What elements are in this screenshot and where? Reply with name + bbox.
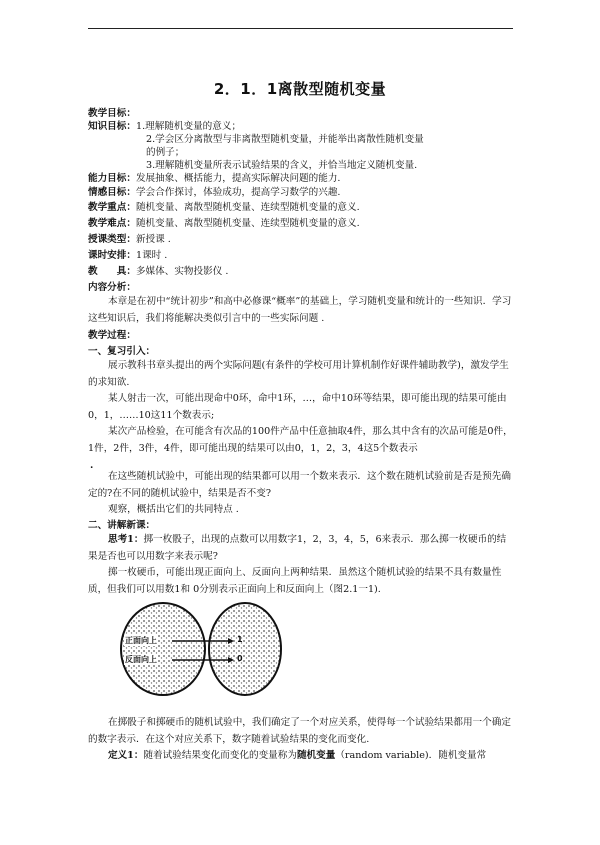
outcome-set-ellipse xyxy=(121,603,205,695)
knowledge-item-3: 3.理解随机变量所表示试验结果的含义，并恰当地定义随机变量. xyxy=(146,160,418,171)
page-title: 2．1．1离散型随机变量 xyxy=(213,80,387,98)
mapping-diagram xyxy=(118,600,288,698)
tools-label: 教 具： xyxy=(88,266,136,277)
type-label: 授课类型： xyxy=(88,234,136,245)
review-paragraph-4: 在这些随机试验中，可能出现的结果都可以用一个数来表示．这个数在随机试验前是否是预先确定的?在不同的随机试验中，结果是否不变? xyxy=(88,471,511,499)
emotion-text: 学会合作探讨，体验成功，提高学习数学的兴趣. xyxy=(135,187,341,198)
number-set-ellipse xyxy=(209,603,281,695)
key-text: 随机变量、离散型随机变量、连续型随机变量的意义. xyxy=(135,202,360,213)
label-number-0: 0 xyxy=(237,654,243,663)
review-paragraph-1: 展示教科书章头提出的两个实际问题(有条件的学校可用计算机制作好课件辅助教学)，激发学生的求知欲. xyxy=(88,360,509,388)
knowledge-item-2b: 的例子； xyxy=(146,147,185,158)
teaching-tools xyxy=(88,266,513,278)
new-lesson-heading: 二、讲解新课： xyxy=(88,520,156,531)
emotion-goal xyxy=(88,187,513,199)
figure-coin-mapping xyxy=(118,600,288,698)
knowledge-goal xyxy=(88,121,513,133)
type-text: 新授课 . xyxy=(135,234,171,245)
think-paragraph xyxy=(88,532,513,565)
hours-label: 课时安排： xyxy=(88,250,136,261)
review-paragraph-3: 某次产品检验，在可能含有次品的100件产品中任意抽取4件，那么其中含有的次品可能是0件，1件，2件，3件，4件，即可能出现的结果可以由0，1，2，3，4这5个数表示 xyxy=(88,426,513,454)
goals-heading: 教学目标： xyxy=(88,108,136,119)
definition-term: 随机变量 xyxy=(296,750,336,761)
knowledge-item-2: 2.学会区分离散型与非离散型随机变量，并能举出离散性随机变量 xyxy=(146,134,424,145)
content-analysis-heading: 内容分析： xyxy=(88,282,136,293)
knowledge-item-1: 1.理解随机变量的意义； xyxy=(135,121,242,132)
key-label: 教学重点： xyxy=(88,202,136,213)
hours-text: 1课时 . xyxy=(135,250,168,261)
review-heading: 一、复习引入： xyxy=(88,346,156,357)
definition-label: 定义1： xyxy=(108,750,144,761)
lesson-type xyxy=(88,234,513,246)
tools-text: 多媒体、实物投影仪 . xyxy=(135,266,229,277)
class-hours xyxy=(88,250,513,262)
process-heading: 教学过程： xyxy=(88,330,136,341)
review-paragraph-2: 某人射击一次，可能出现命中0环，命中1环，…，命中10环等结果，即可能出现的结果可能由0，1，……10这11个数表示; xyxy=(88,393,507,421)
ability-text: 发展抽象、概括能力，提高实际解决问题的能力. xyxy=(135,173,341,184)
knowledge-label: 知识目标： xyxy=(88,121,136,132)
ability-label: 能力目标： xyxy=(88,173,136,184)
difficulty-label: 教学难点： xyxy=(88,218,136,229)
key-points xyxy=(88,202,513,214)
review-paragraph-3-tail: . xyxy=(90,460,94,471)
ability-goal xyxy=(88,173,513,185)
label-tails-up: 反面向上 xyxy=(125,655,157,664)
label-number-1: 1 xyxy=(237,635,243,644)
difficulty-text: 随机变量、离散型随机变量、连续型随机变量的意义. xyxy=(135,218,360,229)
coin-paragraph: 掷一枚硬币，可能出现正面向上、反面向上两种结果．虽然这个随机试验的结果不具有数量性质，但我们可以用数1和 0分别表示正面向上和反面向上（图2.1一1). xyxy=(88,567,502,595)
definition-1: 定义1：随着试验结果变化而变化的变量称为随机变量（random variable)．随机变量常 xyxy=(108,750,487,761)
difficult-points xyxy=(88,218,513,230)
label-heads-up: 正面向上 xyxy=(125,636,157,645)
emotion-label: 情感目标： xyxy=(88,187,136,198)
mapping-paragraph: 在掷骰子和掷硬币的随机试验中，我们确定了一个对应关系，使得每一个试验结果都用一个确定的数字表示．在这个对应关系下，数字随着试验结果的变化而变化. xyxy=(88,717,511,745)
think-text: 掷一枚骰子，出现的点数可以用数字1，2，3，4，5，6来表示．那么掷一枚硬币的结果是否也可以用数字来表示呢? xyxy=(88,534,507,562)
think-label: 思考1： xyxy=(108,534,144,545)
review-paragraph-5: 观察，概括出它们的共同特点 . xyxy=(108,504,239,515)
header-rule xyxy=(88,28,513,29)
content-analysis-paragraph: 本章是在初中“统计初步”和高中必修课“概率”的基础上，学习随机变量和统计的一些知识．学习这些知识后，我们将能解决类似引言中的一些实际问题 . xyxy=(88,296,512,324)
